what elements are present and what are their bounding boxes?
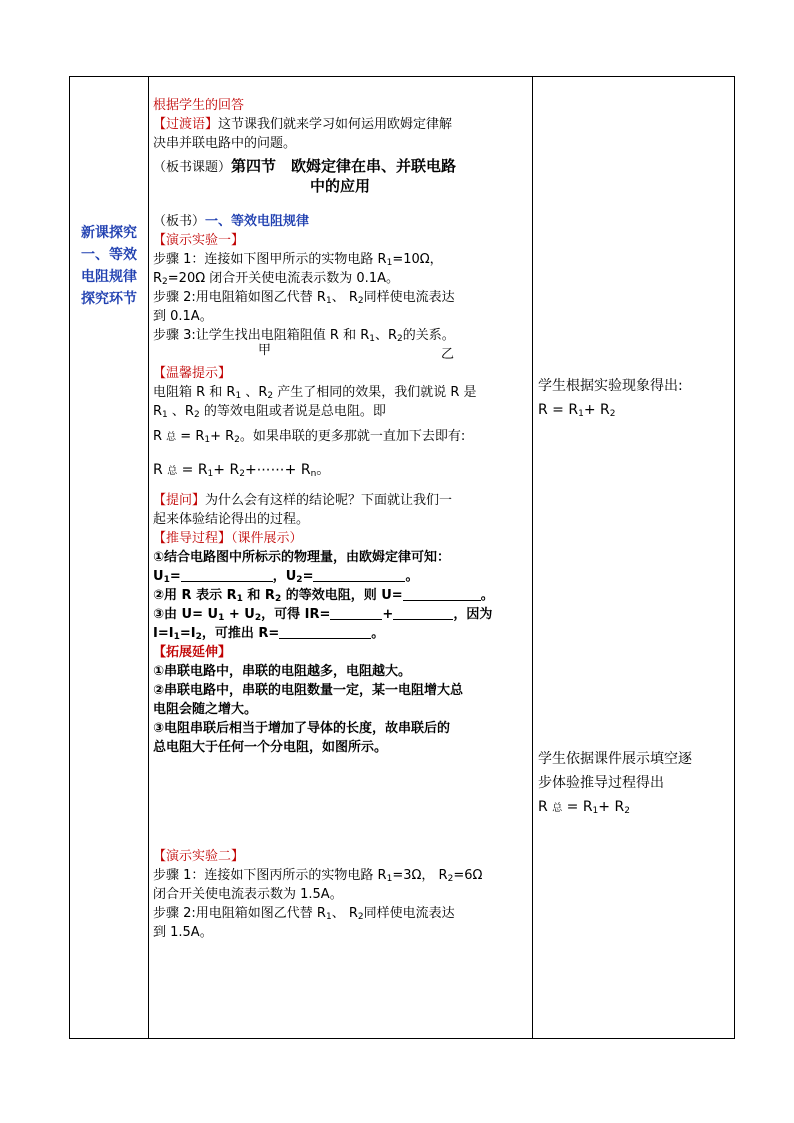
lesson-title-line: [153, 157, 527, 177]
student-activity-2: [538, 747, 733, 821]
text-line: 起来体验结论得出的过程。: [153, 512, 310, 527]
tip-tag: 【温馨提示】: [153, 366, 232, 381]
column-divider-2: [532, 77, 533, 1038]
experiment-tag: 【演示实验一】: [153, 233, 245, 248]
text-line: 学生根据实验现象得出:: [538, 378, 683, 394]
step-line: 步骤 3:让学生找出电阻箱阻值 R 和 $R_1$、$R_2$的关系。: [153, 328, 455, 344]
lesson-title-cont: 中的应用: [309, 177, 370, 195]
derivation-heading: 【推导过程】（课件展示）: [153, 531, 303, 546]
fill-blank-line: $I=I_1=I_2$，可推出 R= 。: [153, 626, 385, 642]
experiment-tag: 【演示实验二】: [153, 849, 245, 864]
fill-blank-line: ③由 $U= U_1 + U_2$，可得 IR= + ，因为: [153, 607, 493, 623]
formula-line: $R = R_1+ R_2$: [538, 402, 616, 419]
student-activity-1: [538, 374, 733, 422]
step-line: 步骤 1：连接如下图丙所示的实物电路 $R_1=3\Omega$， $R_2=6\Omega$: [153, 868, 483, 884]
blank[interactable]: [313, 568, 405, 582]
text-line: ③电阻串联后相当于增加了导体的长度，故串联后的: [153, 721, 451, 736]
blank[interactable]: [181, 568, 273, 582]
transition-line: [153, 115, 527, 134]
step-line: 步骤 2:用电阻箱如图乙代替 $R_1$、 $R_2$同样使电流表达: [153, 906, 455, 922]
teacher-activity-column: [153, 96, 527, 942]
lesson-title: 第四节 欧姆定律在串、并联电路: [231, 157, 457, 175]
text-line: ②串联电路中，串联的电阻数量一定，某一电阻增大总: [153, 683, 464, 698]
section-label: [73, 222, 145, 310]
text-line: 电阻箱 R 和 $R_1$ 、$R_2$ 产生了相同的效果，我们就说 R 是: [153, 385, 477, 401]
formula-line: R 总 = $R_1+ R_2$。如果串联的更多那就一直加下去即有:: [153, 429, 466, 445]
step-line: 步骤 1：连接如下图甲所示的实物电路 $R_1=10\Omega$，: [153, 252, 443, 268]
column-divider-1: [148, 77, 149, 1038]
section-label-line: 探究环节: [81, 291, 137, 307]
label: （板书课题）: [153, 160, 232, 175]
text-line: 电阻会随之增大。: [153, 702, 258, 717]
figure-label-yi: 乙: [441, 347, 455, 362]
figure-labels: [153, 345, 527, 364]
blank[interactable]: [279, 625, 371, 639]
fill-blank-line: $U_1=$ ，$U_2=$ 。: [153, 569, 419, 585]
fill-blank-line: ②用 R 表示 $R_1$ 和 $R_2$ 的等效电阻，则 U= 。: [153, 588, 494, 604]
text: 这节课我们就来学习如何运用欧姆定律解: [218, 117, 453, 132]
blank[interactable]: [330, 606, 382, 620]
section-label-line: 电阻规律: [81, 269, 137, 285]
section-label-line: 一、等效: [81, 247, 137, 263]
formula-line: R 总 = $R_1+ R_2$: [538, 799, 630, 816]
section-label-line: 新课探究: [81, 225, 137, 241]
text-line: 步体验推导过程得出: [538, 775, 664, 791]
blank[interactable]: [393, 606, 453, 620]
step-line: 到 1.5A。: [153, 925, 213, 940]
step-line: 步骤 2:用电阻箱如图乙代替 $R_1$、 $R_2$同样使电流表达: [153, 290, 455, 306]
text-line: 总电阻大于任何一个分电阻，如图所示。: [153, 740, 388, 755]
text-line: ①串联电路中，串联的电阻越多，电阻越大。: [153, 664, 412, 679]
step-line: 到 0.1A。: [153, 309, 213, 324]
step-line: 闭合开关使电流表示数为 1.5A。: [153, 887, 343, 902]
extension-tag: 【拓展延伸】: [153, 645, 232, 660]
tag: 【过渡语】: [153, 117, 219, 132]
figure-label-jia: 甲: [258, 343, 272, 358]
text-line: 决串并联电路中的问题。: [153, 136, 297, 151]
text-line: 根据学生的回答: [153, 98, 245, 113]
text-line: ①结合电路图中所标示的物理量，由欧姆定律可知：: [153, 550, 451, 565]
blank[interactable]: [403, 587, 481, 601]
text-line: 学生依据课件展示填空逐: [538, 751, 692, 767]
text-line: $R_1$ 、$R_2$ 的等效电阻或者说是总电阻。即: [153, 404, 386, 420]
formula-line: R 总 = $R_1+$ $R_2+\cdots\cdots+ R_n$。: [153, 462, 331, 479]
lesson-plan-table: [69, 76, 735, 1039]
step-line: $R_2=20\Omega$ 闭合开关使电流表示数为 0.1A。: [153, 271, 399, 287]
heading: 一、等效电阻规律: [205, 214, 310, 229]
question-line: 【提问】为什么会有这样的结论呢？下面就让我们一: [153, 493, 453, 508]
label: （板书）: [153, 214, 206, 229]
board-heading: [153, 212, 527, 231]
